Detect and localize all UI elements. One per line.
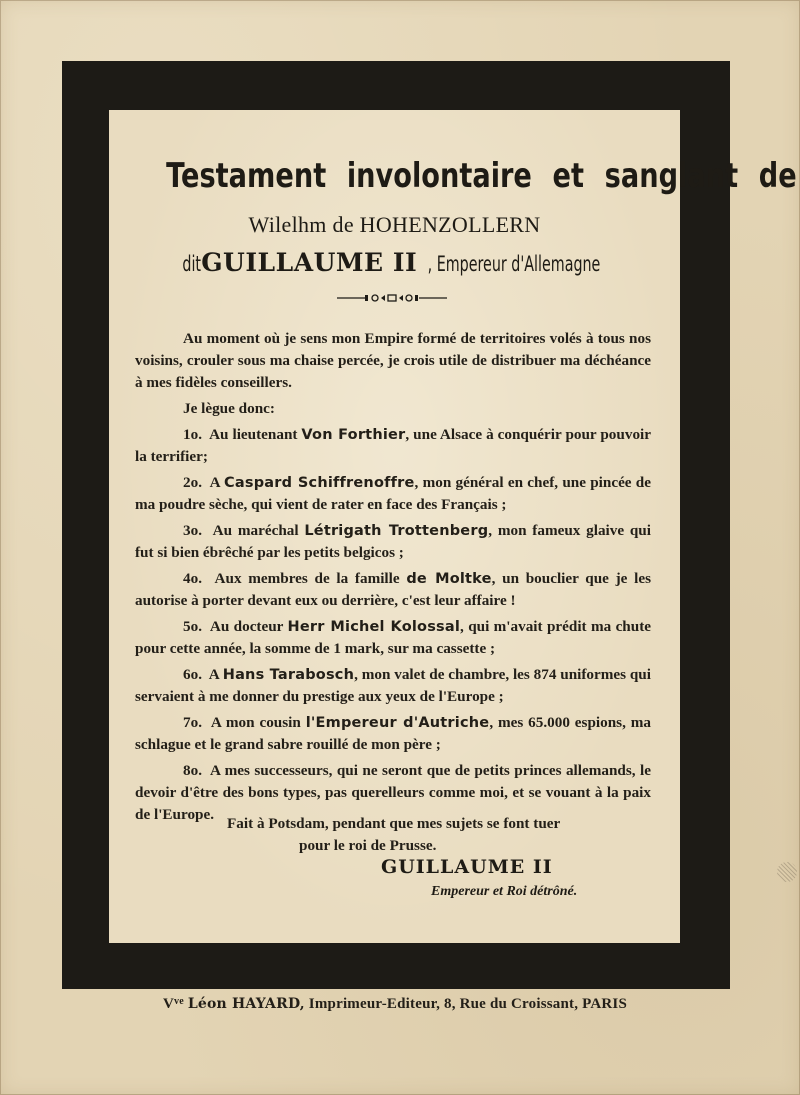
bequest-number: 3o.: [183, 522, 202, 539]
document-subtitle: Wilelhm de HOHENZOLLERN: [248, 212, 541, 237]
bequest-item: 6o. A Hans Tarabosch, mon valet de chambre, les 874 uniformes qui servaient à me donner du prestige aux yeux de l'Europe ;: [135, 666, 651, 705]
imprint-widow: V: [162, 996, 175, 1012]
beneficiary-name: Von Forthier: [301, 427, 406, 443]
fleuron-ornament-icon: [337, 293, 447, 303]
bequest-item: 7o. A mon cousin l'Empereur d'Autriche, mes 65.000 espions, ma schlague et le grand sabre rouillé de mon père ;: [135, 714, 651, 753]
printer-imprint: [0, 996, 790, 1013]
document-title: Testament involontaire et sanglant de: [166, 156, 797, 196]
bequest-number: 5o.: [183, 618, 202, 635]
bequest-item: 5o. Au docteur Herr Michel Kolossal, qui m'avait prédit ma chute pour cette année, la somme de 1 mark, sur ma cassette ;: [135, 618, 651, 657]
beneficiary-name: Létrigath Trottenberg: [304, 523, 489, 539]
bequest-item: 2o. A Caspard Schiffrenoffre, mon général en chef, une pincée de ma poudre sèche, qui vient de rater en face des Français ;: [135, 474, 651, 513]
bequest-number: 6o.: [183, 666, 202, 683]
bequest-number: 8o.: [183, 762, 202, 779]
bequest-intro: Je lègue donc:: [183, 400, 275, 417]
bequest-item: 1o. Au lieutenant Von Forthier, une Alsace à conquérir pour pouvoir la terrifier;: [135, 426, 652, 465]
closing-statement: [109, 813, 680, 857]
signature-title: Empereur et Roi détrôné.: [431, 884, 578, 899]
closing-line-1: Fait à Potsdam, pendant que mes sujets se font tuer: [227, 815, 561, 832]
beneficiary-name: de Moltke: [406, 571, 492, 587]
ink-stain: [777, 862, 797, 882]
signature: GUILLAUME II: [381, 856, 553, 878]
beneficiary-name: Herr Michel Kolossal: [287, 619, 461, 635]
intro-paragraph: Au moment où je sens mon Empire formé de territoires volés à tous nos voisins, crouler sous ma chaise percée, je crois utile de distribuer ma déchéance à mes fidèles conseillers.: [135, 330, 651, 391]
bequest-item: 3o. Au maréchal Létrigath Trottenberg, mon fameux glaive qui fut si bien ébrêché par les petits belgicos ;: [135, 522, 651, 561]
bequest-number: 1o.: [183, 426, 202, 443]
closing-line-2: pour le roi de Prusse.: [299, 837, 437, 854]
bequest-item: 4o. Aux membres de la famille de Moltke, un bouclier que je les autorise à porter devant eux ou derrière, c'est leur affaire !: [135, 570, 651, 609]
beneficiary-name: Hans Tarabosch: [222, 667, 355, 683]
beneficiary-name: l'Empereur d'Autriche: [305, 715, 490, 731]
bequest-number: 4o.: [183, 570, 202, 587]
emperor-title-line: [109, 248, 680, 277]
dit-prefix: dit: [182, 252, 201, 276]
testament-body: [135, 328, 651, 830]
document-panel: [109, 110, 797, 943]
beneficiary-name: Caspard Schiffrenoffre: [224, 475, 415, 491]
bequest-item: 8o. A mes successeurs, qui ne seront que de petits princes allemands, le devoir d'être des bons types, pas querelleurs comme moi, et se vouant à la paix de l'Europe.: [135, 762, 651, 823]
bequest-number: 7o.: [183, 714, 202, 731]
imprint-address: Imprimeur-Editeur, 8, Rue du Croissant, PARIS: [304, 996, 628, 1012]
emperor-name: GUILLAUME II: [201, 248, 418, 277]
imprint-widow-sup: ve: [174, 996, 184, 1007]
bequest-number: 2o.: [183, 474, 202, 491]
mourning-border-frame: [62, 61, 797, 989]
emperor-title: , Empereur d'Allemagne: [427, 252, 601, 276]
imprint-printer: Léon HAYARD,: [187, 996, 305, 1012]
